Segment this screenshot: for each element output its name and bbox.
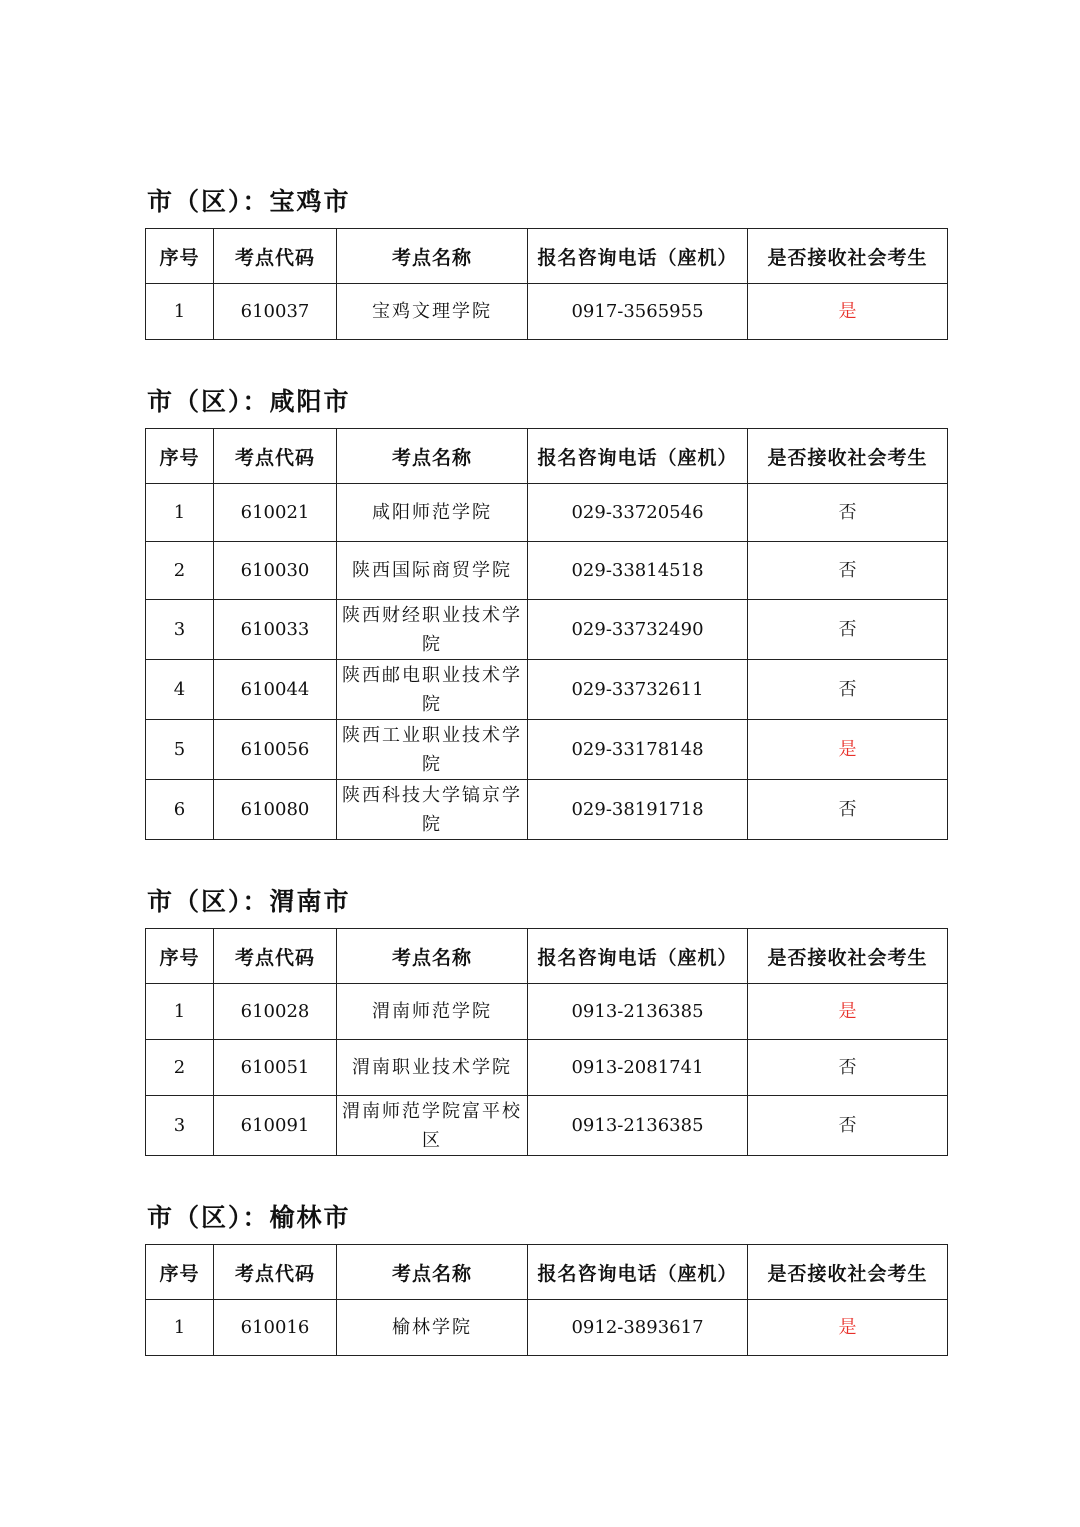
table-row <box>146 284 948 340</box>
city-name: 咸阳市 <box>269 387 351 416</box>
header-row <box>146 929 948 984</box>
table-row <box>146 1300 948 1356</box>
header-row <box>146 1245 948 1300</box>
col-header-accept: 是否接收社会考生 <box>748 429 948 484</box>
table-row <box>146 720 948 780</box>
row-name: 陕西科技大学镐京学院 <box>337 780 528 840</box>
row-code: 610037 <box>214 284 337 340</box>
row-phone: 0912-3893617 <box>528 1300 748 1356</box>
row-no: 1 <box>146 284 214 340</box>
col-header-accept: 是否接收社会考生 <box>748 229 948 284</box>
col-header-name: 考点名称 <box>337 429 528 484</box>
row-no: 1 <box>146 484 214 542</box>
row-accept: 否 <box>748 542 948 600</box>
col-header-phone: 报名咨询电话（座机） <box>528 929 748 984</box>
heading-prefix: 市（区）： <box>147 187 270 216</box>
row-accept: 是 <box>748 984 948 1040</box>
row-accept: 否 <box>748 660 948 720</box>
row-accept: 是 <box>748 1300 948 1356</box>
row-no: 3 <box>146 600 214 660</box>
row-accept: 否 <box>748 1096 948 1156</box>
row-name: 渭南职业技术学院 <box>337 1040 528 1096</box>
col-header-phone: 报名咨询电话（座机） <box>528 1245 748 1300</box>
row-phone: 029-33720546 <box>528 484 748 542</box>
header-row <box>146 429 948 484</box>
row-phone: 029-33814518 <box>528 542 748 600</box>
table-row <box>146 1040 948 1096</box>
row-name: 陕西工业职业技术学院 <box>337 720 528 780</box>
row-phone: 029-33732490 <box>528 600 748 660</box>
table-row <box>146 542 948 600</box>
row-code: 610080 <box>214 780 337 840</box>
row-code: 610021 <box>214 484 337 542</box>
row-name: 陕西邮电职业技术学院 <box>337 660 528 720</box>
table-row <box>146 1096 948 1156</box>
col-header-code: 考点代码 <box>214 1245 337 1300</box>
row-code: 610030 <box>214 542 337 600</box>
table-row <box>146 484 948 542</box>
row-no: 5 <box>146 720 214 780</box>
exam-site-table <box>145 1244 948 1356</box>
exam-site-table <box>145 928 948 1156</box>
col-header-code: 考点代码 <box>214 429 337 484</box>
row-name: 渭南师范学院富平校区 <box>337 1096 528 1156</box>
row-phone: 029-33732611 <box>528 660 748 720</box>
row-code: 610016 <box>214 1300 337 1356</box>
row-no: 1 <box>146 984 214 1040</box>
col-header-no: 序号 <box>146 429 214 484</box>
row-accept: 否 <box>748 600 948 660</box>
col-header-phone: 报名咨询电话（座机） <box>528 229 748 284</box>
heading-prefix: 市（区）： <box>147 887 270 916</box>
row-accept: 否 <box>748 780 948 840</box>
col-header-no: 序号 <box>146 929 214 984</box>
row-name: 榆林学院 <box>337 1300 528 1356</box>
city-name: 榆林市 <box>269 1203 351 1232</box>
row-code: 610091 <box>214 1096 337 1156</box>
heading-prefix: 市（区）： <box>147 1203 270 1232</box>
col-header-accept: 是否接收社会考生 <box>748 1245 948 1300</box>
exam-site-table <box>145 428 948 840</box>
header-row <box>146 229 948 284</box>
city-heading <box>147 184 947 220</box>
section-weinan <box>145 884 947 1156</box>
city-heading <box>147 884 947 920</box>
row-accept: 是 <box>748 284 948 340</box>
row-accept: 是 <box>748 720 948 780</box>
row-accept: 否 <box>748 484 948 542</box>
row-accept: 否 <box>748 1040 948 1096</box>
row-no: 3 <box>146 1096 214 1156</box>
row-name: 陕西国际商贸学院 <box>337 542 528 600</box>
row-no: 4 <box>146 660 214 720</box>
row-no: 1 <box>146 1300 214 1356</box>
table-row <box>146 660 948 720</box>
city-name: 宝鸡市 <box>269 187 351 216</box>
row-phone: 0913-2136385 <box>528 984 748 1040</box>
col-header-phone: 报名咨询电话（座机） <box>528 429 748 484</box>
city-name: 渭南市 <box>269 887 351 916</box>
row-no: 2 <box>146 1040 214 1096</box>
row-code: 610033 <box>214 600 337 660</box>
exam-site-table <box>145 228 948 340</box>
col-header-name: 考点名称 <box>337 929 528 984</box>
row-name: 宝鸡文理学院 <box>337 284 528 340</box>
row-phone: 029-38191718 <box>528 780 748 840</box>
row-no: 6 <box>146 780 214 840</box>
col-header-accept: 是否接收社会考生 <box>748 929 948 984</box>
city-heading <box>147 384 947 420</box>
section-xianyang <box>145 384 947 840</box>
table-row <box>146 600 948 660</box>
section-baoji <box>145 184 947 340</box>
row-code: 610051 <box>214 1040 337 1096</box>
city-heading <box>147 1200 947 1236</box>
row-name: 陕西财经职业技术学院 <box>337 600 528 660</box>
row-phone: 0913-2081741 <box>528 1040 748 1096</box>
row-code: 610044 <box>214 660 337 720</box>
heading-prefix: 市（区）： <box>147 387 270 416</box>
row-name: 咸阳师范学院 <box>337 484 528 542</box>
row-no: 2 <box>146 542 214 600</box>
col-header-code: 考点代码 <box>214 229 337 284</box>
section-yulin <box>145 1200 947 1356</box>
row-code: 610028 <box>214 984 337 1040</box>
row-phone: 0913-2136385 <box>528 1096 748 1156</box>
col-header-name: 考点名称 <box>337 1245 528 1300</box>
col-header-no: 序号 <box>146 1245 214 1300</box>
col-header-code: 考点代码 <box>214 929 337 984</box>
col-header-no: 序号 <box>146 229 214 284</box>
row-phone: 029-33178148 <box>528 720 748 780</box>
row-phone: 0917-3565955 <box>528 284 748 340</box>
table-row <box>146 984 948 1040</box>
row-name: 渭南师范学院 <box>337 984 528 1040</box>
col-header-name: 考点名称 <box>337 229 528 284</box>
row-code: 610056 <box>214 720 337 780</box>
table-row <box>146 780 948 840</box>
